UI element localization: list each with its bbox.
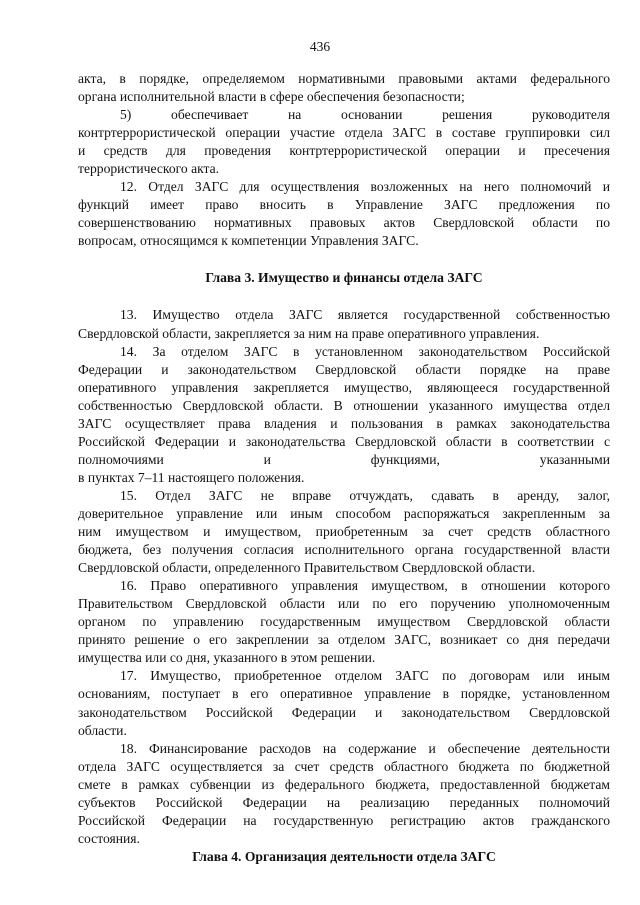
paragraph [78,577,610,667]
paragraph [78,306,610,342]
text-line: 14. За отделом ЗАГС в установленном законодательством Российской [120,343,610,359]
text-line: Российской Федерации на государственную регистрацию актов гражданского [78,812,610,828]
text-line: доверительное управление или иным способом распоряжаться закрепленным за [78,505,610,521]
paragraph [78,487,610,577]
text-line: контртеррористической операции участие отдела ЗАГС в составе группировки сил [78,125,610,141]
paragraph [78,740,610,848]
text-line: ним имуществом и имуществом, приобретенным за счет средств областного [78,524,610,540]
text-line: законодательством Российской Федерации и законодательством Свердловской [78,704,610,720]
text-line: террористического акта. [78,161,220,177]
text-line: 12. Отдел ЗАГС для осуществления возложенных на него полномочий и [120,179,610,195]
chapter-heading: Глава 4. Организация деятельности отдела ЗАГС [192,848,496,864]
paragraph [78,343,610,487]
text-line: функций имеет право вносить в Управление ЗАГС предложения по [78,197,610,213]
text-line: ЗАГС осуществляет права владения и пользования в рамках законодательства [78,415,610,431]
text-line: совершенствованию нормативных правовых актов Свердловской области по [78,215,610,231]
chapter-heading: Глава 3. Имущество и финансы отдела ЗАГС [205,270,483,286]
text-line: Федерации и законодательством Свердловской области порядке на праве [78,361,610,377]
text-line: органом по управлению государственным имуществом Свердловской области [78,614,610,630]
text-line: 5) обеспечивает на основании решения руководителя [120,107,610,123]
page-number: 436 [309,39,331,54]
text-line: 16. Право оперативного управления имуществом, в отношении которого [120,578,610,594]
text-line: субъектов Российской Федерации на реализацию переданных полномочий [78,794,610,810]
text-line: 15. Отдел ЗАГС не вправе отчуждать, сдавать в аренду, залог, [120,487,610,503]
text-line: отдела ЗАГС осуществляется за счет средств областного бюджета по бюджетной [78,758,610,774]
paragraph [78,667,610,739]
text-line: имущества или со дня, указанного в этом решении. [78,650,376,666]
document-body [78,70,610,866]
text-line: принято решение о его закреплении за отделом ЗАГС, возникает со дня передачи [78,632,610,648]
text-line: собственностью Свердловской области. В отношении указанного имущества отдел [78,397,610,413]
text-line: состояния. [78,830,140,846]
paragraph [78,70,610,106]
text-line: акта, в порядке, определяемом нормативными правовыми актами федерального [78,71,610,86]
text-line: полномочиями и функциями, указанными [78,451,610,467]
text-line: бюджета, без получения согласия исполнительного органа государственной власти [78,542,610,558]
text-line: 18. Финансирование расходов на содержание и обеспечение деятельности [120,740,610,756]
text-line: вопросам, относящимся к компетенции Управления ЗАГС. [78,233,419,249]
text-line: 13. Имущество отдела ЗАГС является государственной собственностью [120,307,610,323]
text-line: Российской Федерации и законодательства Свердловской области в соответствии с [78,433,610,449]
text-line: Правительством Свердловской области или по его поручению уполномоченным [78,596,610,612]
text-line: оперативного управления закрепляется имущество, являющееся государственной [78,379,610,395]
text-line: Свердловской области, закрепляется за ним на праве оперативного управления. [78,325,540,341]
text-line: и средств для проведения контртеррористической операции и пресечения [78,143,610,159]
text-line: 17. Имущество, приобретенное отделом ЗАГС по договорам или иным [120,668,610,684]
text-line: смете в рамках субвенции из федерального бюджета, предоставленной бюджетам [78,776,610,792]
text-line: области. [78,722,127,738]
text-line: органа исполнительной власти в сфере обеспечения безопасности; [78,89,465,105]
text-line: Свердловской области, определенного Правительством Свердловской области. [78,560,536,576]
paragraph [78,178,610,250]
text-line: основаниям, поступает в его оперативное управление в порядке, установленном [78,686,610,702]
text-line: в пунктах 7–11 настоящего положения. [78,469,305,485]
paragraph [78,106,610,178]
